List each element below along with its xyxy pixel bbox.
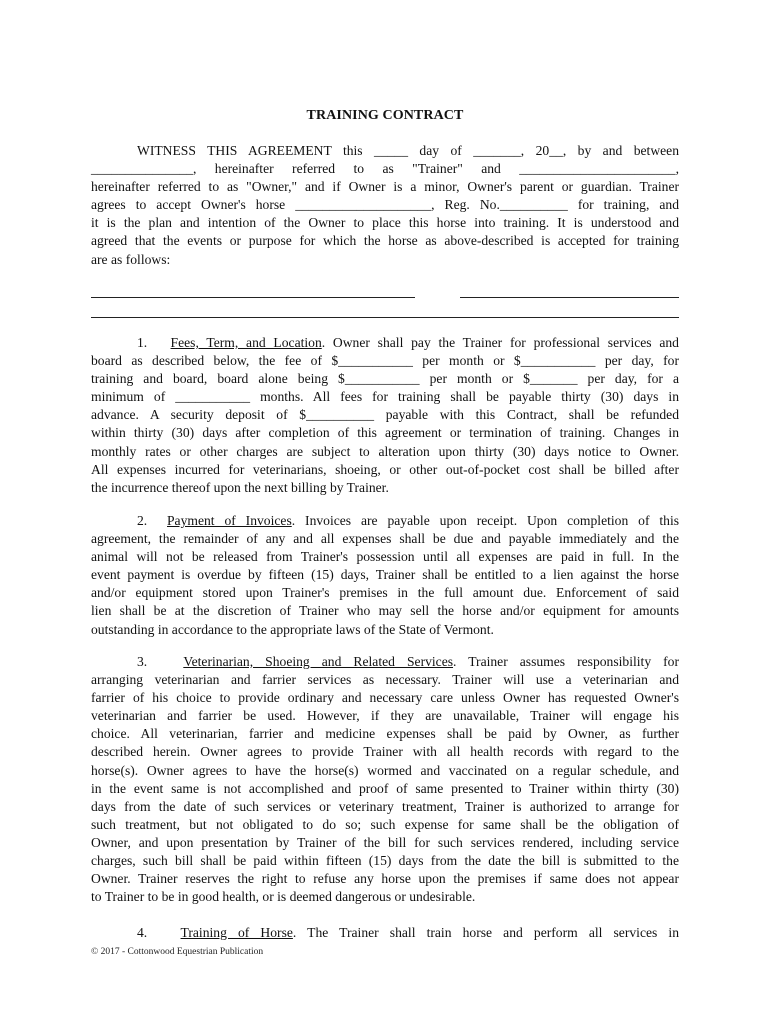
section-number: 1. <box>137 335 148 350</box>
copyright-footer: © 2017 - Cottonwood Equestrian Publication <box>91 947 264 957</box>
section-2 <box>91 512 679 639</box>
intro-line: are as follows: <box>91 251 171 267</box>
section-number: 3. <box>137 654 148 669</box>
section-heading: Veterinarian, Shoeing and Related Services <box>183 654 454 669</box>
section-line: monthly rates or other charges are subject to alteration upon thirty (30) days notice to Owner. <box>91 443 679 459</box>
section-line: and/or equipment stored upon Trainer's premises in the full amount due. Enforcement of said <box>91 585 679 601</box>
section-line: the incurrence thereof upon the next billing by Trainer. <box>91 479 389 495</box>
section-1 <box>91 334 679 497</box>
intro-line: hereinafter referred to as "Owner," and if Owner is a minor, Owner's parent or guardian. Trainer <box>91 179 679 195</box>
section-heading-line <box>91 334 679 352</box>
intro-line: it is the plan and intention of the Owner to place this horse into training. It is understood and <box>91 215 679 231</box>
section-line: Owner, and upon presentation by Trainer of the bill for such services rendered, including service <box>91 834 679 850</box>
intro-line: agrees to accept Owner's horse ____________________, Reg. No.__________ for training, and <box>91 197 679 213</box>
section-line: to Trainer to be in good health, or is deemed dangerous or undesirable. <box>91 889 476 905</box>
section-line: farrier of his choice to provide ordinary and necessary care unless Owner has requested Owner's <box>91 690 679 706</box>
section-line: arranging veterinarian and farrier services as necessary. Trainer will use a veterinarian and <box>91 672 679 688</box>
section-line: horse(s). Owner agrees to have the horse(s) wormed and vaccinated on a regular schedule, and <box>91 762 679 778</box>
section-line: advance. A security deposit of $__________ payable with this Contract, shall be refunded <box>91 407 679 423</box>
section-heading: Fees, Term, and Location <box>170 335 322 350</box>
section-heading-rest: . Owner shall pay the Trainer for professional services and <box>321 335 679 350</box>
section-line: board as described below, the fee of $___________ per month or $___________ per day, for <box>91 353 679 369</box>
section-heading: Training of Horse <box>180 925 293 940</box>
section-line: outstanding in accordance to the appropriate laws of the State of Vermont. <box>91 621 494 637</box>
section-heading-rest: . Trainer assumes responsibility for <box>453 654 680 669</box>
section-line: Owner. Trainer reserves the right to refuse any horse upon the premises if same does not appear <box>91 871 679 887</box>
section-number: 2. <box>137 513 148 528</box>
section-line: training and board, board alone being $___________ per month or $_______ per day, for a <box>91 371 679 387</box>
section-line: event payment is overdue by fifteen (15) days, Trainer shall be entitled to a lien against the horse <box>91 567 679 583</box>
intro-line-text: WITNESS THIS AGREEMENT this _____ day of _______, 20__, by and between <box>137 143 679 158</box>
purpose-blank-line-full <box>91 317 679 318</box>
section-heading-line <box>91 512 679 530</box>
section-3 <box>91 653 679 906</box>
intro-line: agreed that the events or purpose for which the horse as above-described is accepted for training <box>91 233 679 249</box>
section-line: veterinarian and farrier be used. However, if they are unavailable, Trainer will engage his <box>91 708 679 724</box>
section-heading-line <box>91 653 679 671</box>
section-heading-rest: . The Trainer shall train horse and perform all services in <box>292 925 679 940</box>
section-line: described herein. Owner agrees to provide Trainer with all health records with regard to the <box>91 744 679 760</box>
section-4 <box>91 924 679 942</box>
section-line: charges, such bill shall be paid within fifteen (15) days from the date the bill is submitted to the <box>91 853 679 869</box>
intro-line <box>91 142 679 160</box>
section-number: 4. <box>137 925 148 940</box>
purpose-blank-line-right <box>460 297 679 298</box>
section-line: lien shall be at the discretion of Trainer who may sell the horse and/or equipment for amounts <box>91 603 679 619</box>
section-line: days from the date of such services or veterinary treatment, Trainer is authorized to arrange for <box>91 798 679 814</box>
section-line: such treatment, but not obligated to do so; such expense for same shall be the obligation of <box>91 816 679 832</box>
section-heading: Payment of Invoices <box>167 513 292 528</box>
section-line: All expenses incurred for veterinarians, shoeing, or other out-of-pocket cost shall be billed after <box>91 461 679 477</box>
document-title: TRAINING CONTRACT <box>306 108 464 123</box>
section-line: minimum of ___________ months. All fees for training shall be payable thirty (30) days in <box>91 389 679 405</box>
intro-line: _______________, hereinafter referred to as "Trainer" and _______________________, <box>91 161 679 177</box>
section-heading-rest: . Invoices are payable upon receipt. Upon completion of this <box>291 513 680 528</box>
section-heading-line <box>91 924 679 942</box>
section-line: in the event same is not accomplished and proof of same presented to Trainer within thirty (30) <box>91 780 679 796</box>
section-line: animal will not be released from Trainer's possession until all expenses are paid in full. In the <box>91 549 679 565</box>
intro-paragraph <box>91 142 679 269</box>
section-line: agreement, the remainder of any and all expenses shall be due and payable immediately and the <box>91 531 679 547</box>
section-line: within thirty (30) days after completion of this agreement or termination of training. Changes in <box>91 425 679 441</box>
purpose-blank-line-left <box>91 297 415 298</box>
section-line: choice. All veterinarian, farrier and medicine expenses shall be paid by Owner, as further <box>91 726 679 742</box>
